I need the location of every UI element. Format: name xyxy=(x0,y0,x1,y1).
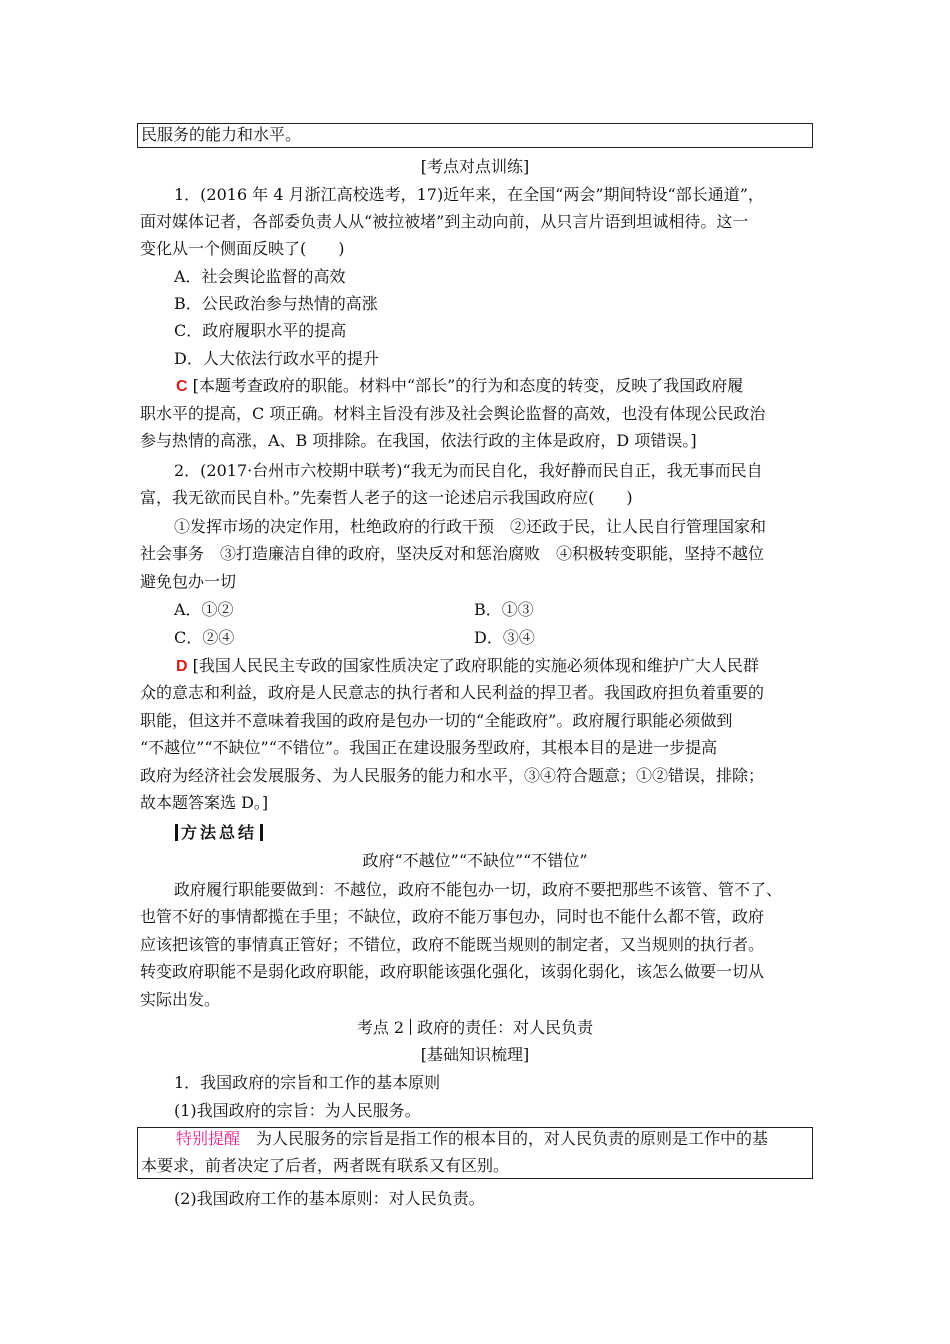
q1-option-c: C．政府履职水平的提高 xyxy=(174,321,347,340)
q2-answer-line-3: 职能，但这并不意味着我国的政府是包办一切的“全能政府”。政府履行职能必须做到 xyxy=(140,711,733,730)
topic2-heading-right: 政府的责任：对人民负责 xyxy=(417,1018,594,1037)
q2-answer-text-1: [我国人民民主专政的国家性质决定了政府职能的实施必须体现和维护广大人民群 xyxy=(192,656,759,675)
special-note-text-1: 为人民服务的宗旨是指工作的根本目的，对人民负责的原则是工作中的基 xyxy=(240,1129,769,1148)
method-summary-line-1: 政府履行职能要做到：不越位，政府不能包办一切，政府不要把那些不该管、管不了、 xyxy=(174,880,783,899)
q1-option-d: D．人大依法行政水平的提升 xyxy=(174,349,379,368)
topic2-item-1: 1．我国政府的宗旨和工作的基本原则 xyxy=(174,1073,441,1092)
top-box-text: 民服务的能力和水平。 xyxy=(141,125,302,144)
q2-line-2: 富，我无欲而民自朴。”先秦哲人老子的这一论述启示我国政府应( ) xyxy=(140,488,633,507)
q2-option-c: C．②④ xyxy=(174,628,235,647)
badge-bar-right xyxy=(260,824,263,841)
topic2-item-1-2: (2)我国政府工作的基本原则：对人民负责。 xyxy=(174,1189,485,1208)
topic2-item-1-1: (1)我国政府的宗旨：为人民服务。 xyxy=(174,1101,421,1120)
q2-statement-line-2: 社会事务 ③打造廉洁自律的政府，坚决反对和惩治腐败 ④积极转变职能，坚持不越位 xyxy=(140,544,765,563)
method-summary-line-2: 也管不好的事情都揽在手里；不缺位，政府不能万事包办，同时也不能什么都不管，政府 xyxy=(140,907,765,926)
special-note-line-2: 本要求，前者决定了后者，两者既有联系又有区别。 xyxy=(141,1156,510,1175)
q2-answer-line-5: 政府为经济社会发展服务、为人民服务的能力和水平，③④符合题意；①②错误，排除； xyxy=(140,766,765,785)
special-note-label: 特别提醒 xyxy=(176,1129,241,1148)
q2-statement-line-3: 避免包办一切 xyxy=(140,572,237,591)
q1-answer-line-2: 职水平的提高，C 项正确。材料主旨没有涉及社会舆论监督的高效，也没有体现公民政治 xyxy=(140,404,766,423)
q1-answer-line-1 xyxy=(176,376,743,397)
q2-answer-line-6: 故本题答案选 D。] xyxy=(140,793,269,812)
topic2-subheading: [基础知识梳理] xyxy=(420,1045,530,1064)
q1-line-3: 变化从一个侧面反映了( ) xyxy=(140,239,345,258)
special-note-line-1 xyxy=(176,1129,768,1149)
q1-answer-letter: C xyxy=(176,378,188,395)
method-summary-badge-text: 方法总结 xyxy=(181,823,258,842)
topic2-heading-left: 考点 2 xyxy=(356,1018,405,1037)
q1-option-b: B．公民政治参与热情的高涨 xyxy=(174,294,378,313)
q1-line-2: 面对媒体记者，各部委负责人从“被拉被堵”到主动向前，从只言片语到坦诚相待。这一 xyxy=(140,212,749,231)
topic2-heading-divider xyxy=(410,1019,411,1035)
q2-answer-letter: D xyxy=(176,658,188,675)
method-summary-line-4: 转变政府职能不是弱化政府职能，政府职能该强化强化，该弱化弱化，该怎么做要一切从 xyxy=(140,962,765,981)
method-summary-line-3: 应该把该管的事情真正管好；不错位，政府不能既当规则的制定者，又当规则的执行者。 xyxy=(140,935,765,954)
q2-option-d: D．③④ xyxy=(474,628,535,647)
method-summary-line-5: 实际出发。 xyxy=(140,990,221,1009)
q2-option-a: A．①② xyxy=(174,600,234,619)
q1-answer-text-1: [本题考查政府的职能。材料中“部长”的行为和态度的转变，反映了我国政府履 xyxy=(192,376,744,395)
q2-statement-line-1: ①发挥市场的决定作用，杜绝政府的行政干预 ②还政于民，让人民自行管理国家和 xyxy=(174,517,767,536)
q1-answer-line-3: 参与热情的高涨，A、B 项排除。在我国，依法行政的主体是政府，D 项错误。] xyxy=(140,431,697,450)
q2-answer-line-4: “不越位”“不缺位”“不错位”。我国正在建设服务型政府，其根本目的是进一步提高 xyxy=(140,738,718,757)
q2-answer-line-2: 众的意志和利益，政府是人民意志的执行者和人民利益的捍卫者。我国政府担负着重要的 xyxy=(140,683,765,702)
method-summary-badge xyxy=(172,823,266,843)
q2-option-b: B．①③ xyxy=(474,600,534,619)
q2-answer-line-1 xyxy=(176,656,759,677)
method-summary-title: 政府“不越位”“不缺位”“不错位” xyxy=(362,851,588,870)
badge-bar-left xyxy=(175,824,178,841)
section-heading-training: [考点对点训练] xyxy=(420,157,530,176)
topic2-heading xyxy=(137,1018,813,1038)
q1-option-a: A．社会舆论监督的高效 xyxy=(174,267,346,286)
q2-line-1: 2．(2017·台州市六校期中联考)“我无为而民自化，我好静而民自正，我无事而民自 xyxy=(174,461,763,480)
q1-line-1: 1．(2016 年 4 月浙江高校选考，17)近年来，在全国“两会”期间特设“部长通道”， xyxy=(174,185,764,204)
